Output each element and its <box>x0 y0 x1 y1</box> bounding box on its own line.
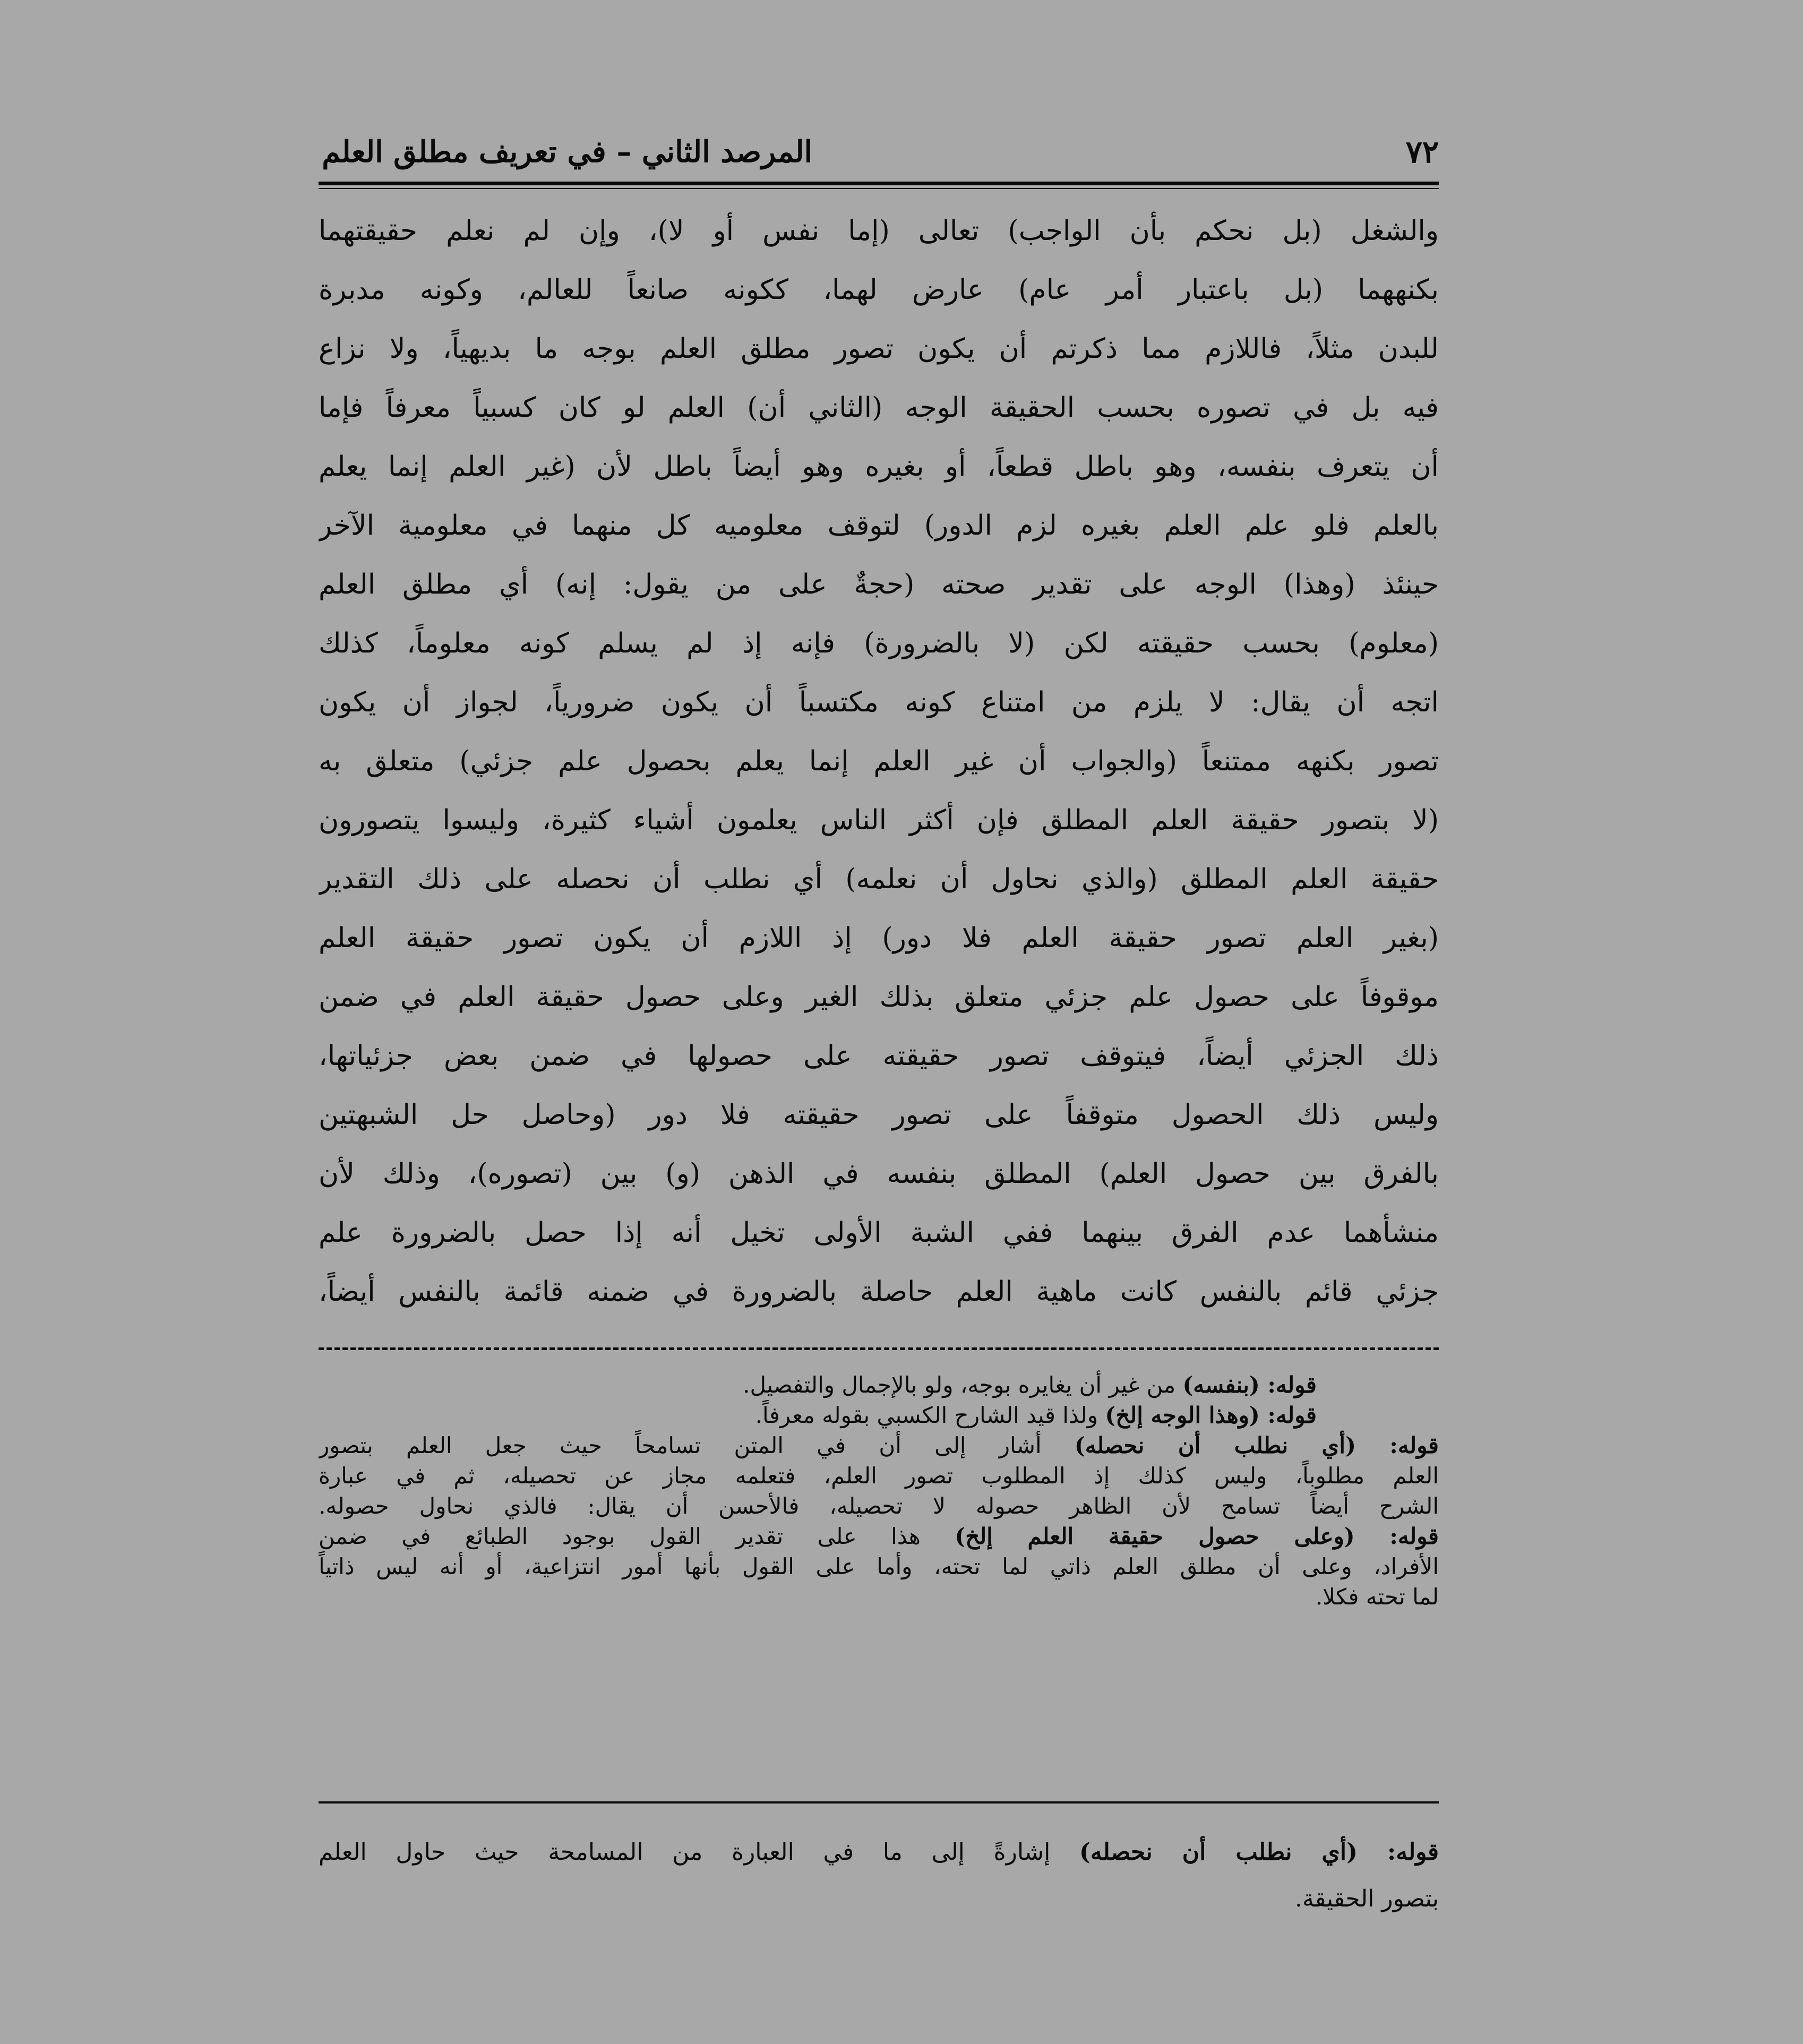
footnote <box>319 1829 1439 1922</box>
note-line: الأفراد، وعلى أن مطلق العلم ذاتي لما تحته، وأما على القول بأنها أمور انتزاعية، أو أنه ليس ذاتياً <box>319 1553 1439 1579</box>
text-line: اتجه أن يقال: لا يلزم من امتناع كونه مكتسباً أن يكون ضرورياً، لجواز أن يكون <box>319 686 1439 718</box>
text-line: حينئذ (وهذا) الوجه على تقدير صحته (حجةٌ على من يقول: إنه) أي مطلق العلم <box>319 569 1439 600</box>
text-line: (معلوم) بحسب حقيقته لكن (لا بالضرورة) فإنه إذ لم يسلم كونه معلوماً، كذلك <box>319 628 1439 659</box>
page-header <box>319 127 1439 181</box>
book-page <box>319 117 1439 1933</box>
text-line: وليس ذلك الحصول متوقفاً على تصور حقيقته فلا دور (وحاصل حل الشبهتين <box>319 1099 1439 1131</box>
note-keyword: قوله: (وهذا الوجه إلخ) <box>1105 1402 1317 1428</box>
footnote-separator-solid <box>319 1801 1439 1803</box>
text-line: (لا بتصور حقيقة العلم المطلق فإن أكثر الناس يعلمون أشياء كثيرة، وليسوا يتصورون <box>319 804 1439 836</box>
note-line <box>319 1521 1439 1551</box>
text-line: موقوفاً على حصول علم جزئي متعلق بذلك الغير وعلى حصول حقيقة العلم في ضمن <box>319 981 1439 1013</box>
text-line: أن يتعرف بنفسه، وهو باطل قطعاً، أو بغيره وهو أيضاً باطل لأن (غير العلم إنما يعلم <box>319 451 1439 483</box>
note-text: هذا على تقدير القول بوجود الطبائع في ضمن <box>319 1523 955 1549</box>
note-line <box>319 1370 1439 1400</box>
text-line: للبدن مثلاً، فاللازم مما ذكرتم أن يكون تصور مطلق العلم بوجه ما بديهياً، ولا نزاع <box>319 333 1439 365</box>
main-text <box>319 202 1439 1321</box>
note-keyword: قوله: (أي نطلب أن نحصله) <box>1079 1839 1439 1866</box>
text-line: منشأهما عدم الفرق بينهما ففي الشبة الأولى تخيل أنه إذا حصل بالضرورة علم <box>319 1217 1439 1249</box>
text-line: فيه بل في تصوره بحسب الحقيقة الوجه (الثاني أن) العلم لو كان كسبياً معرفاً فإما <box>319 392 1439 424</box>
header-rule-thin <box>319 188 1439 189</box>
chapter-title: المرصد الثاني – في تعريف مطلق العلم <box>322 134 812 169</box>
page-number: ٧٢ <box>1405 134 1439 170</box>
header-rule <box>319 182 1439 185</box>
note-line <box>319 1400 1439 1430</box>
footnote-line <box>319 1829 1439 1876</box>
text-line: جزئي قائم بالنفس كانت ماهية العلم حاصلة بالضرورة في ضمنه قائمة بالنفس أيضاً، <box>319 1276 1439 1308</box>
note-line <box>319 1430 1439 1461</box>
commentary-notes <box>319 1370 1439 1612</box>
note-text: إشارةً إلى ما في العبارة من المسامحة حيث حاول العلم <box>319 1839 1080 1866</box>
text-line: بكنههما (بل باعتبار أمر عام) عارض لهما، ككونه صانعاً للعالم، وكونه مدبرة <box>319 274 1439 306</box>
text-line: حقيقة العلم المطلق (والذي نحاول أن نعلمه) أي نطلب أن نحصله على ذلك التقدير <box>319 863 1439 895</box>
note-text: من غير أن يغايره بوجه، ولو بالإجمال والتفصيل. <box>743 1372 1183 1398</box>
note-keyword: قوله: (بنفسه) <box>1182 1372 1317 1398</box>
note-keyword: قوله: (وعلى حصول حقيقة العلم إلخ) <box>955 1523 1439 1549</box>
note-line: الشرح أيضاً تسامح لأن الظاهر حصوله لا تحصيله، فالأحسن أن يقال: فالذي نحاول حصوله. <box>319 1493 1439 1519</box>
note-text: أشار إلى أن في المتن تسامحاً حيث جعل العلم بتصور <box>319 1432 1075 1458</box>
text-line: ذلك الجزئي أيضاً، فيتوقف تصور حقيقته على حصولها في ضمن بعض جزئياتها، <box>319 1040 1439 1072</box>
footnote-line: بتصور الحقيقة. <box>1294 1885 1439 1912</box>
text-line: (بغير العلم تصور حقيقة العلم فلا دور) إذ اللازم أن يكون تصور حقيقة العلم <box>319 922 1439 954</box>
note-keyword: قوله: (أي نطلب أن نحصله) <box>1074 1432 1439 1458</box>
text-line: تصور بكنهه ممتنعاً (والجواب أن غير العلم إنما يعلم بحصول علم جزئي) متعلق به <box>319 745 1439 777</box>
note-line: لما تحته فكلا. <box>1315 1584 1439 1610</box>
text-line: والشغل (بل نحكم بأن الواجب) تعالى (إما نفس أو لا)، وإن لم نعلم حقيقتهما <box>319 215 1439 247</box>
text-line: بالفرق بين حصول العلم) المطلق بنفسه في الذهن (و) بين (تصوره)، وذلك لأن <box>319 1158 1439 1190</box>
footnote-separator-dashed <box>319 1347 1439 1350</box>
note-text: ولذا قيد الشارح الكسبي بقوله معرفاً. <box>755 1402 1105 1428</box>
text-line: بالعلم فلو علم العلم بغيره لزم الدور) لتوقف معلوميه كل منهما في معلومية الآخر <box>319 510 1439 542</box>
note-line: العلم مطلوباً، وليس كذلك إذ المطلوب تصور العلم، فتعلمه مجاز عن تحصيله، ثم في عبارة <box>319 1463 1439 1489</box>
